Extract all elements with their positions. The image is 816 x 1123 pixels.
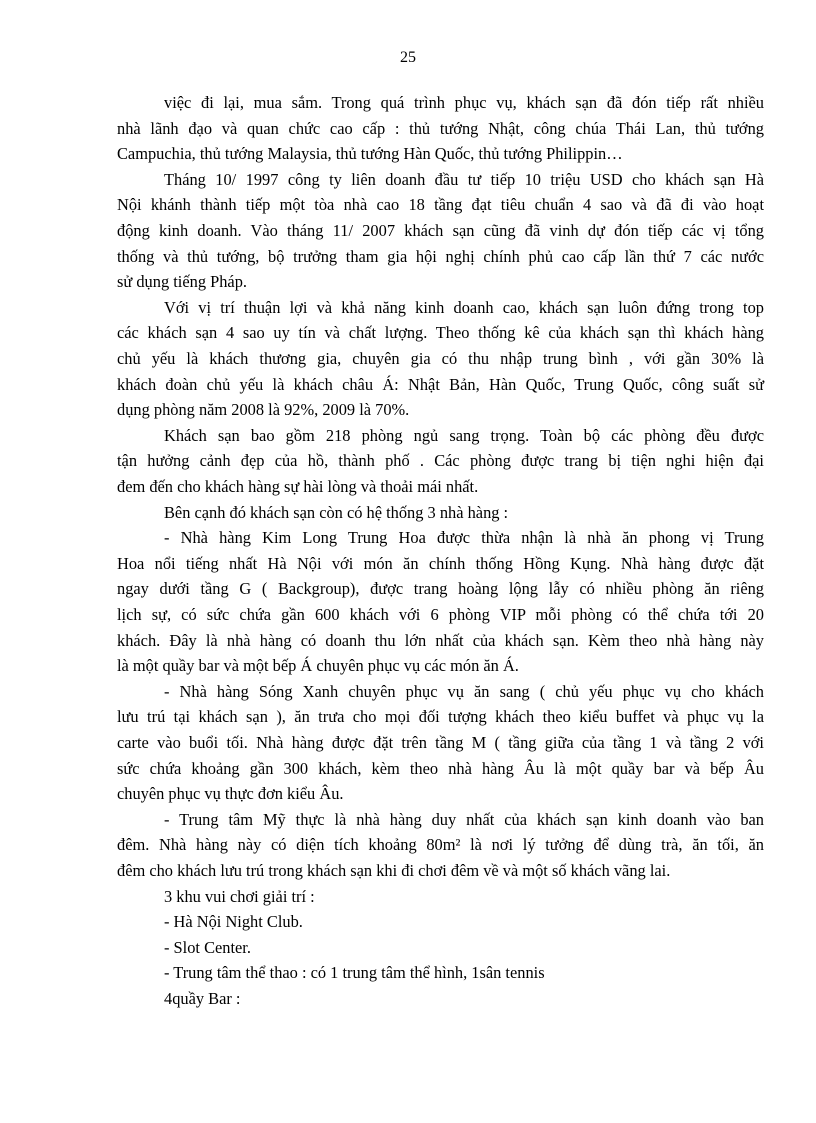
text-line: đêm. Nhà hàng này có diện tích khoảng 80m² là nơi lý tưởng để dùng trà, ăn tối, ăn <box>117 835 764 855</box>
text-line: Tháng 10/ 1997 công ty liên doanh đầu tư tiếp 10 triệu USD cho khách sạn Hà <box>164 169 764 189</box>
text-line: - Slot Center. <box>164 937 251 957</box>
text-line: sử dụng tiếng Pháp. <box>117 272 247 292</box>
text-line: 4quầy Bar : <box>164 989 241 1008</box>
text-line: Bên cạnh đó khách sạn còn có hệ thống 3 nhà hàng : <box>164 502 509 522</box>
text-line: Với vị trí thuận lợi và khả năng kinh doanh cao, khách sạn luôn đứng trong top <box>164 297 764 317</box>
text-line: nhà lãnh đạo và quan chức cao cấp : thủ tướng Nhật, công chúa Thái Lan, thủ tướng <box>117 118 764 138</box>
text-line: việc đi lại, mua sắm. Trong quá trình phục vụ, khách sạn đã đón tiếp rất nhiều <box>164 93 764 112</box>
text-line: động kinh doanh. Vào tháng 11/ 2007 khách sạn cũng đã vinh dự đón tiếp các vị tổng <box>117 221 764 240</box>
text-line: chủ yếu là khách thương gia, chuyên gia có thu nhập trung bình , với gần 30% là <box>117 349 764 368</box>
text-line: các khách sạn 4 sao uy tín và chất lượng. Theo thống kê của khách sạn thì khách hàng <box>117 323 764 343</box>
text-line: tận hưởng cảnh đẹp của hồ, thành phố . Các phòng được trang bị tiện nghi hiện đại <box>117 451 764 471</box>
text-line: lưu trú tại khách sạn ), ăn trưa cho mọi đối tượng khách theo kiểu buffet và phục vụ la <box>117 707 764 727</box>
text-line: khách đoàn chủ yếu là khách châu Á: Nhật Bản, Hàn Quốc, Trung Quốc, công suất sử <box>117 374 764 394</box>
text-line: chuyên phục vụ thực đơn kiểu Âu. <box>117 784 344 804</box>
text-line: Nội khánh thành tiếp một tòa nhà cao 18 tầng đạt tiêu chuẩn 4 sao và đã đi vào hoạt <box>117 195 764 215</box>
text-line: đem đến cho khách hàng sự hài lòng và thoải mái nhất. <box>117 477 479 496</box>
text-line: đêm cho khách lưu trú trong khách sạn khi đi chơi đêm về và một số khách vãng lai. <box>117 861 671 880</box>
page-number: 25 <box>400 49 416 66</box>
text-line: - Trung tâm thể thao : có 1 trung tâm thể hình, 1sân tennis <box>164 963 545 983</box>
text-line: khách. Đây là nhà hàng có doanh thu lớn nhất của khách sạn. Kèm theo nhà hàng này <box>117 630 764 650</box>
text-line: Khách sạn bao gồm 218 phòng ngủ sang trọng. Toàn bộ các phòng đều được <box>164 425 764 445</box>
text-line: carte vào buổi tối. Nhà hàng được đặt trên tầng M ( tầng giữa của tầng 1 và tầng 2 với <box>117 733 764 752</box>
text-line: dụng phòng năm 2008 là 92%, 2009 là 70%. <box>117 400 410 420</box>
text-line: Hoa nổi tiếng nhất Hà Nội với món ăn chính thống Hồng Kụng. Nhà hàng được đặt <box>117 553 764 573</box>
text-line: - Trung tâm Mỹ thực là nhà hàng duy nhất của khách sạn kinh doanh vào ban <box>164 809 764 829</box>
text-line: lịch sự, có sức chứa gần 600 khách với 6 phòng VIP mỗi phòng có thể chứa tới 20 <box>117 605 764 624</box>
text-line: - Nhà hàng Sóng Xanh chuyên phục vụ ăn sang ( chủ yếu phục vụ cho khách <box>164 681 764 701</box>
text-line: thống và thủ tướng, bộ trưởng tham gia hội nghị chính phủ cao cấp lần thứ 7 các nước <box>117 246 764 266</box>
text-line: 3 khu vui chơi giải trí : <box>164 886 315 906</box>
text-line: sức chứa khoảng gần 300 khách, kèm theo nhà hàng Âu là một quầy bar và bếp Âu <box>117 758 764 778</box>
text-line: - Hà Nội Night Club. <box>164 912 303 932</box>
text-line: ngay dưới tầng G ( Backgroup), được trang hoàng lộng lẫy có nhiều phòng ăn riêng <box>117 579 764 599</box>
text-line: - Nhà hàng Kim Long Trung Hoa được thừa nhận là nhà ăn phong vị Trung <box>164 528 764 548</box>
text-line: Campuchia, thủ tướng Malaysia, thủ tướng Hàn Quốc, thủ tướng Philippin… <box>117 144 623 164</box>
text-line: là một quầy bar và một bếp Á chuyên phục vụ các món ăn Á. <box>117 656 519 676</box>
